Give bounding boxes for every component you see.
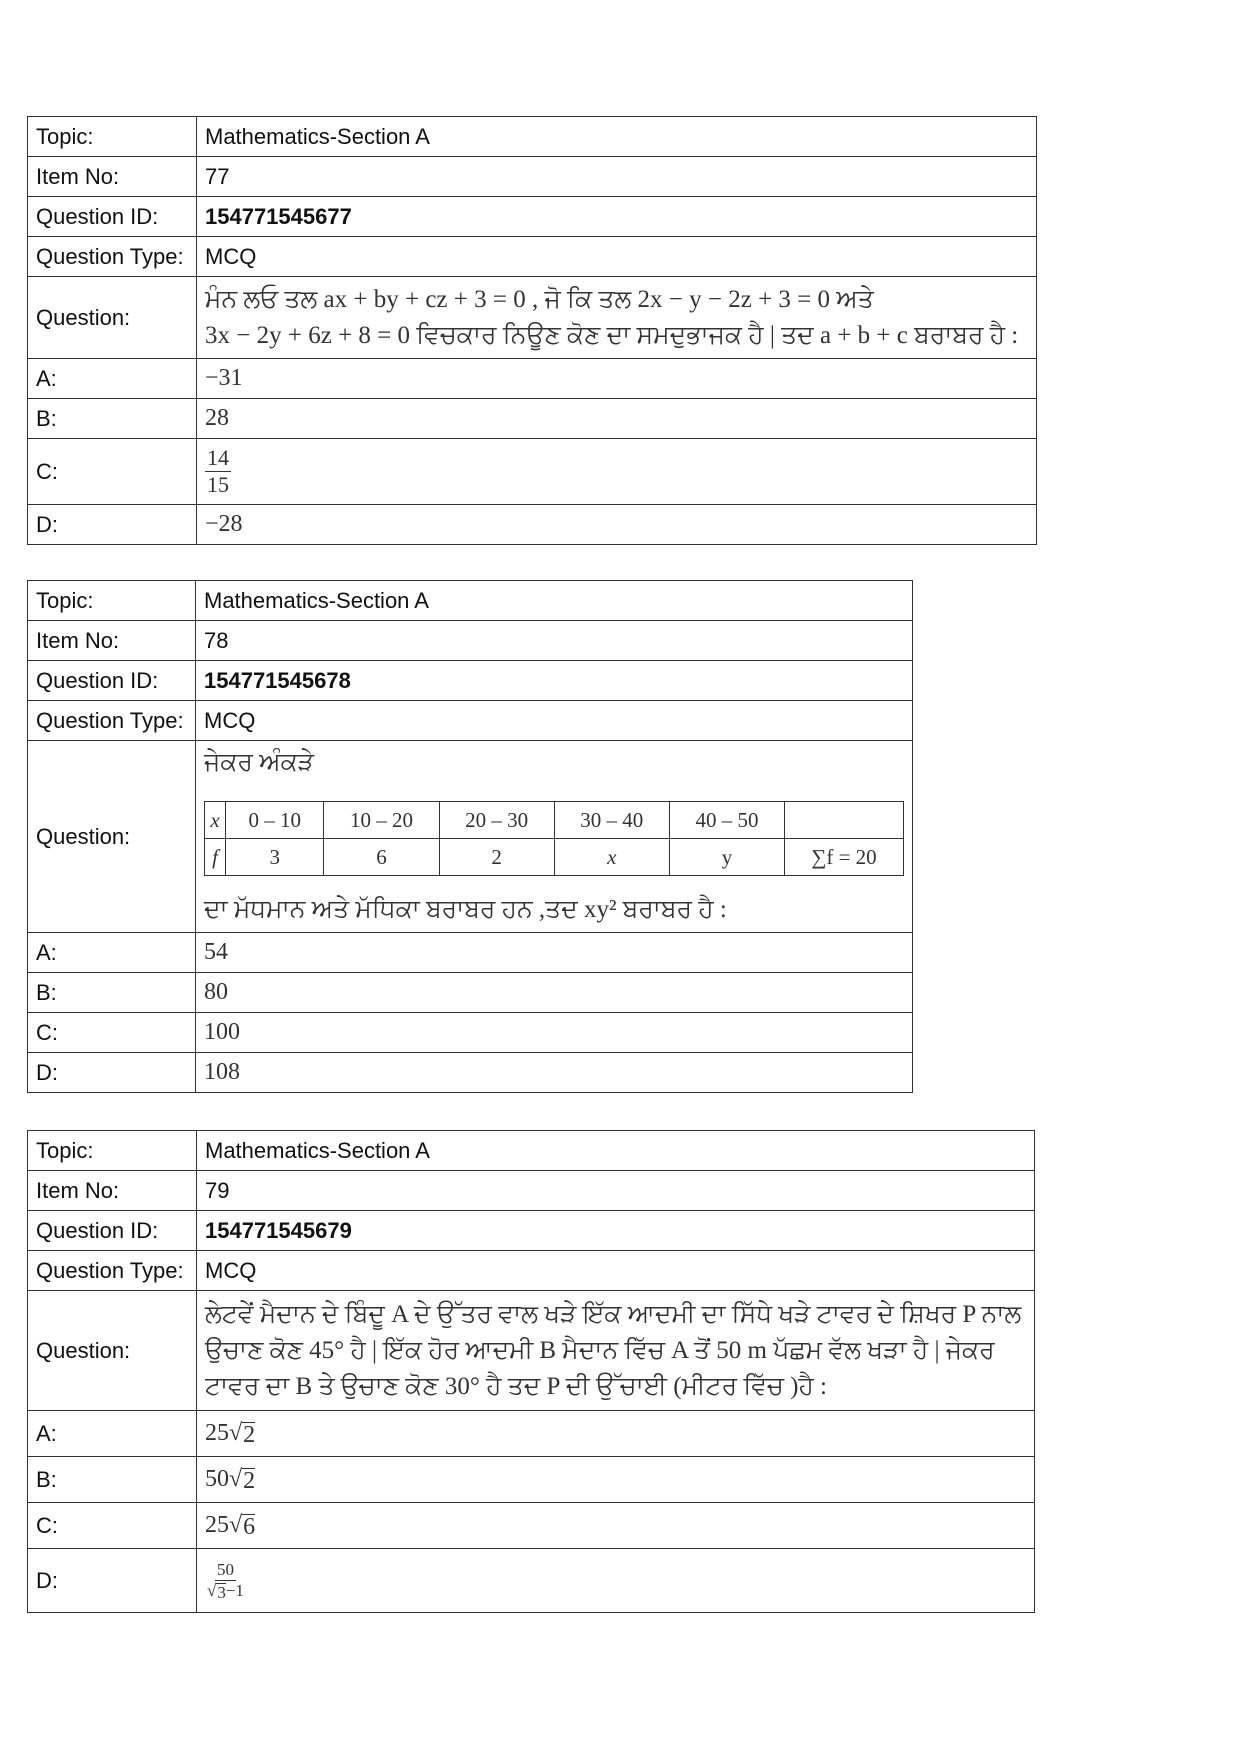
option-a-label: A: <box>28 933 196 973</box>
question-table-77 <box>27 116 1037 545</box>
question-line: ਲੇਟਵੇਂ ਮੈਦਾਨ ਦੇ ਬਿੰਦੂ A ਦੇ ਉੱਤਰ ਵਾਲ ਖੜੇ ਇੱਕ ਆਦਮੀ ਦਾ ਸਿੱਧੇ ਖੜੇ ਟਾਵਰ ਦੇ ਸ਼ਿਖਰ P ਨਾਲ <box>205 1300 1022 1328</box>
freq-cell: 2 <box>439 839 554 876</box>
question-label: Question: <box>28 741 196 933</box>
question-label: Question: <box>28 1291 197 1411</box>
item-no-row <box>28 157 1037 197</box>
freq-cell: 0 – 10 <box>226 802 324 839</box>
radical-sign-icon: √ <box>229 1420 243 1446</box>
question-outro: ਦਾ ਮੱਧਮਾਨ ਅਤੇ ਮੱਧਿਕਾ ਬਰਾਬਰ ਹਨ ,ਤਦ xy² ਬਰਾਬਰ ਹੈ : <box>204 896 727 923</box>
question-label: Question: <box>28 277 197 359</box>
topic-row <box>28 1131 1035 1171</box>
topic-value: Mathematics-Section A <box>196 581 913 621</box>
question-type-row <box>28 237 1037 277</box>
question-id-row <box>28 197 1037 237</box>
option-b-value <box>197 1457 1035 1503</box>
denominator-tail: −1 <box>225 1581 244 1600</box>
square-root <box>207 1581 226 1601</box>
frequency-table-x-row <box>205 802 904 839</box>
option-d-label: D: <box>28 1053 196 1093</box>
option-b-row <box>28 399 1037 439</box>
option-b-label: B: <box>28 1457 197 1503</box>
fraction <box>205 445 231 498</box>
coefficient: 50 <box>205 1466 229 1492</box>
freq-cell: f <box>205 839 226 876</box>
freq-cell: 20 – 30 <box>439 802 554 839</box>
question-id-label: Question ID: <box>28 1211 197 1251</box>
radical-sign-icon: √ <box>207 1581 217 1600</box>
question-intro: ਜੇਕਰ ਅੰਕੜੇ <box>204 749 315 776</box>
option-c-value <box>197 439 1037 505</box>
radicand: 2 <box>243 1468 256 1494</box>
item-no-label: Item No: <box>28 1171 197 1211</box>
question-type-label: Question Type: <box>28 701 196 741</box>
square-root <box>229 1420 255 1447</box>
option-c-row <box>28 1013 913 1053</box>
question-line: ਟਾਵਰ ਦਾ B ਤੇ ਉਚਾਣ ਕੋਣ 30° ਹੈ ਤਦ P ਦੀ ਉੱਚਾਈ (ਮੀਟਰ ਵਿੱਚ )ਹੈ : <box>205 1372 827 1400</box>
question-row <box>28 741 913 933</box>
topic-row <box>28 117 1037 157</box>
question-type-value: MCQ <box>197 237 1037 277</box>
option-d-row <box>28 1053 913 1093</box>
question-type-row <box>28 1251 1035 1291</box>
question-type-value: MCQ <box>196 701 913 741</box>
option-a-value: 54 <box>196 933 913 973</box>
option-a-value <box>197 1411 1035 1457</box>
question-id-value: 154771545679 <box>197 1211 1035 1251</box>
question-text <box>197 1291 1035 1411</box>
option-b-row <box>28 973 913 1013</box>
item-no-value: 79 <box>197 1171 1035 1211</box>
question-id-label: Question ID: <box>28 197 197 237</box>
radicand: 3 <box>217 1583 226 1602</box>
option-d-label: D: <box>28 505 197 545</box>
option-b-row <box>28 1457 1035 1503</box>
freq-cell <box>785 802 904 839</box>
question-text <box>197 277 1037 359</box>
freq-cell: 30 – 40 <box>554 802 669 839</box>
option-d-row <box>28 1549 1035 1613</box>
option-c-label: C: <box>28 1503 197 1549</box>
question-table-78 <box>27 580 913 1093</box>
option-a-label: A: <box>28 359 197 399</box>
square-root <box>229 1466 255 1493</box>
option-a-row <box>28 359 1037 399</box>
question-type-label: Question Type: <box>28 1251 197 1291</box>
question-id-row <box>28 661 913 701</box>
topic-label: Topic: <box>28 581 196 621</box>
option-c-row <box>28 1503 1035 1549</box>
question-line: ਮੰਨ ਲਓ ਤਲ ax + by + cz + 3 = 0 , ਜੋ ਕਿ ਤਲ 2x − y − 2z + 3 = 0 ਅਤੇ <box>205 285 874 313</box>
topic-value: Mathematics-Section A <box>197 117 1037 157</box>
fraction <box>205 1560 246 1601</box>
freq-cell: y <box>669 839 784 876</box>
question-row <box>28 277 1037 359</box>
option-d-value: 108 <box>196 1053 913 1093</box>
option-d-row <box>28 505 1037 545</box>
question-id-label: Question ID: <box>28 661 196 701</box>
radicand: 2 <box>243 1422 256 1448</box>
frequency-table-f-row <box>205 839 904 876</box>
coefficient: 25 <box>205 1512 229 1538</box>
item-no-label: Item No: <box>28 621 196 661</box>
freq-cell: 3 <box>226 839 324 876</box>
option-c-label: C: <box>28 1013 196 1053</box>
option-d-label: D: <box>28 1549 197 1613</box>
item-no-label: Item No: <box>28 157 197 197</box>
question-id-row <box>28 1211 1035 1251</box>
topic-label: Topic: <box>28 117 197 157</box>
option-b-label: B: <box>28 973 196 1013</box>
coefficient: 25 <box>205 1420 229 1446</box>
option-b-value: 80 <box>196 973 913 1013</box>
option-c-label: C: <box>28 439 197 505</box>
topic-label: Topic: <box>28 1131 197 1171</box>
freq-cell: 6 <box>324 839 439 876</box>
topic-row <box>28 581 913 621</box>
radical-sign-icon: √ <box>229 1466 243 1492</box>
fraction-denominator: 15 <box>207 472 229 497</box>
item-no-row <box>28 1171 1035 1211</box>
question-text <box>196 741 913 933</box>
option-c-row <box>28 439 1037 505</box>
option-b-label: B: <box>28 399 197 439</box>
question-type-value: MCQ <box>197 1251 1035 1291</box>
fraction-denominator <box>205 1581 246 1601</box>
question-id-value: 154771545677 <box>197 197 1037 237</box>
frequency-table <box>204 801 904 876</box>
item-no-row <box>28 621 913 661</box>
topic-value: Mathematics-Section A <box>197 1131 1035 1171</box>
question-line: 3x − 2y + 6z + 8 = 0 ਵਿਚਕਾਰ ਨਿਊਣ ਕੋਣ ਦਾ ਸਮਦੁਭਾਜਕ ਹੈ | ਤਦ a + b + c ਬਰਾਬਰ ਹੈ : <box>205 321 1019 349</box>
square-root <box>229 1512 255 1539</box>
fraction-numerator: 50 <box>216 1560 234 1579</box>
option-a-value: −31 <box>197 359 1037 399</box>
freq-cell: 10 – 20 <box>324 802 439 839</box>
freq-cell: 40 – 50 <box>669 802 784 839</box>
question-type-label: Question Type: <box>28 237 197 277</box>
option-b-value: 28 <box>197 399 1037 439</box>
radicand: 6 <box>243 1514 256 1540</box>
question-id-value: 154771545678 <box>196 661 913 701</box>
freq-cell: x <box>554 839 669 876</box>
option-a-row <box>28 933 913 973</box>
question-line: ਉਚਾਣ ਕੋਣ 45° ਹੈ | ਇੱਕ ਹੋਰ ਆਦਮੀ B ਮੈਦਾਨ ਵਿੱਚ A ਤੋਂ 50 m ਪੱਛਮ ਵੱਲ ਖੜਾ ਹੈ | ਜੇਕਰ <box>205 1336 995 1364</box>
option-a-label: A: <box>28 1411 197 1457</box>
radical-sign-icon: √ <box>229 1512 243 1538</box>
option-c-value <box>197 1503 1035 1549</box>
freq-cell: ∑f = 20 <box>785 839 904 876</box>
freq-cell: x <box>205 802 226 839</box>
question-type-row <box>28 701 913 741</box>
option-d-value: −28 <box>197 505 1037 545</box>
question-table-79 <box>27 1130 1035 1613</box>
option-a-row <box>28 1411 1035 1457</box>
option-c-value: 100 <box>196 1013 913 1053</box>
fraction-numerator: 14 <box>207 445 229 470</box>
option-d-value <box>197 1549 1035 1613</box>
question-row <box>28 1291 1035 1411</box>
item-no-value: 78 <box>196 621 913 661</box>
item-no-value: 77 <box>197 157 1037 197</box>
